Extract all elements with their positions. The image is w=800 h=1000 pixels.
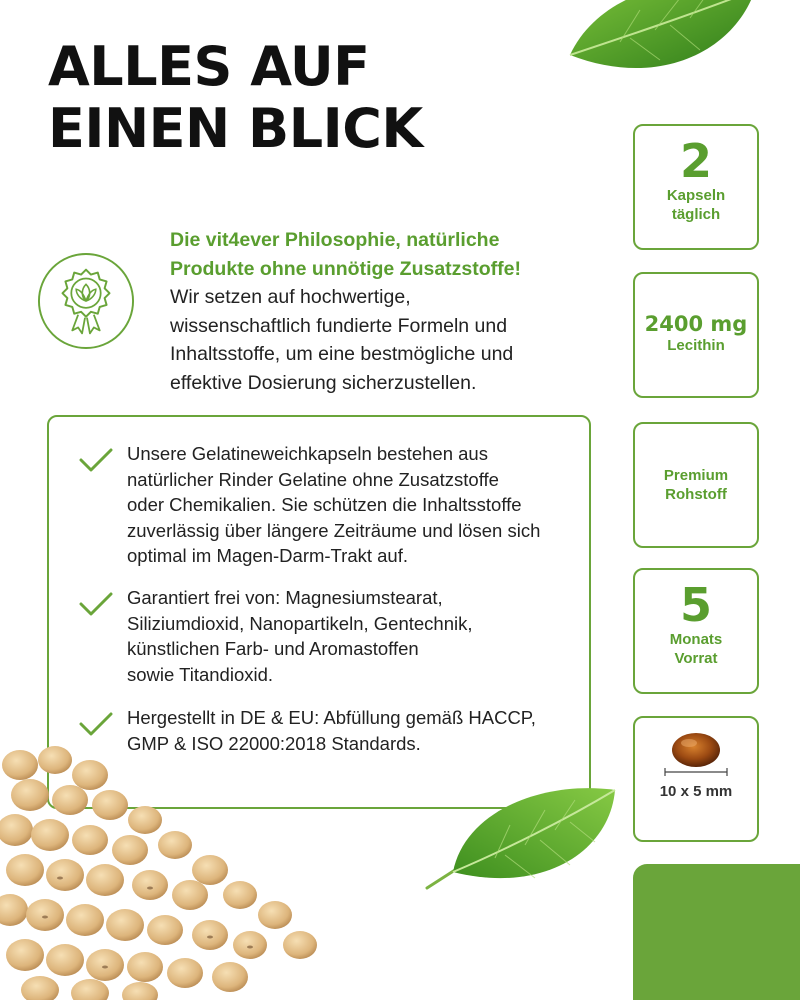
philosophy-block (170, 226, 590, 397)
soybeans-image (0, 745, 330, 1000)
capsules-label-2: täglich (671, 206, 721, 223)
philosophy-body-1: Wir setzen auf hochwertige, (170, 286, 411, 308)
lecithin-value: 2400 mg (644, 312, 748, 336)
stat-card-lecithin (633, 272, 759, 398)
check-icon (79, 591, 113, 617)
feature-line: Unsere Gelatineweichkapseln bestehen aus (127, 443, 488, 464)
feature-line: oder Chemikalien. Sie schützen die Inhaltsstoffe (127, 494, 522, 515)
leaf-mid-image (425, 770, 625, 900)
premium-label-2: Rohstoff (665, 486, 727, 503)
philosophy-headline-2: Produkte ohne unnötige Zusatzstoffe! (170, 257, 521, 280)
stat-card-premium (633, 422, 759, 548)
capsule-size-label: 10 x 5 mm (659, 783, 733, 800)
philosophy-body-2: wissenschaftlich fundierte Formeln und (170, 314, 508, 337)
check-icon (79, 447, 113, 473)
premium-label-1: Premium (663, 467, 729, 484)
stat-card-capsules (633, 124, 759, 250)
feature-line: optimal im Magen-Darm-Trakt auf. (127, 545, 408, 566)
title-line-2: EINEN BLICK (48, 97, 423, 160)
philosophy-body-4: effektive Dosierung sicherzustellen. (170, 371, 477, 394)
feature-line: natürlicher Rinder Gelatine ohne Zusatzstoffe (127, 468, 499, 490)
feature-line: GMP & ISO 22000:2018 Standards. (127, 732, 421, 754)
capsules-label-1: Kapseln (666, 187, 726, 204)
certificate-lotus-icon (37, 252, 135, 350)
feature-line: Hergestellt in DE & EU: Abfüllung gemäß HACCP, (127, 707, 536, 728)
stat-card-size (633, 716, 759, 842)
feature-line: sowie Titandioxid. (127, 663, 274, 685)
title-line-1: ALLES AUF (48, 35, 370, 98)
philosophy-body-3: Inhaltsstoffe, um eine bestmögliche und (170, 343, 514, 365)
feature-line: künstlichen Farb- und Aromastoffen (127, 638, 419, 659)
supply-label-2: Vorrat (674, 650, 718, 667)
supply-value: 5 (679, 578, 712, 632)
lecithin-label: Lecithin (667, 337, 725, 354)
stat-card-supply (633, 568, 759, 694)
feature-line: Siliziumdioxid, Nanopartikeln, Gentechnik, (127, 612, 473, 634)
feature-line: zuverlässig über längere Zeiträume und lösen sich (127, 519, 541, 541)
philosophy-headline-1: Die vit4ever Philosophie, natürliche (170, 229, 500, 251)
capsules-value: 2 (679, 134, 712, 188)
feature-line: Garantiert frei von: Magnesiumstearat, (127, 587, 443, 608)
leaf-top-image (560, 0, 760, 90)
supply-label-1: Monats (669, 631, 723, 648)
accent-block (633, 864, 800, 1000)
check-icon (79, 711, 113, 737)
page-title (48, 36, 568, 160)
feature-text (127, 441, 577, 569)
softgel-capsule-image (661, 730, 731, 780)
feature-text (127, 585, 577, 687)
